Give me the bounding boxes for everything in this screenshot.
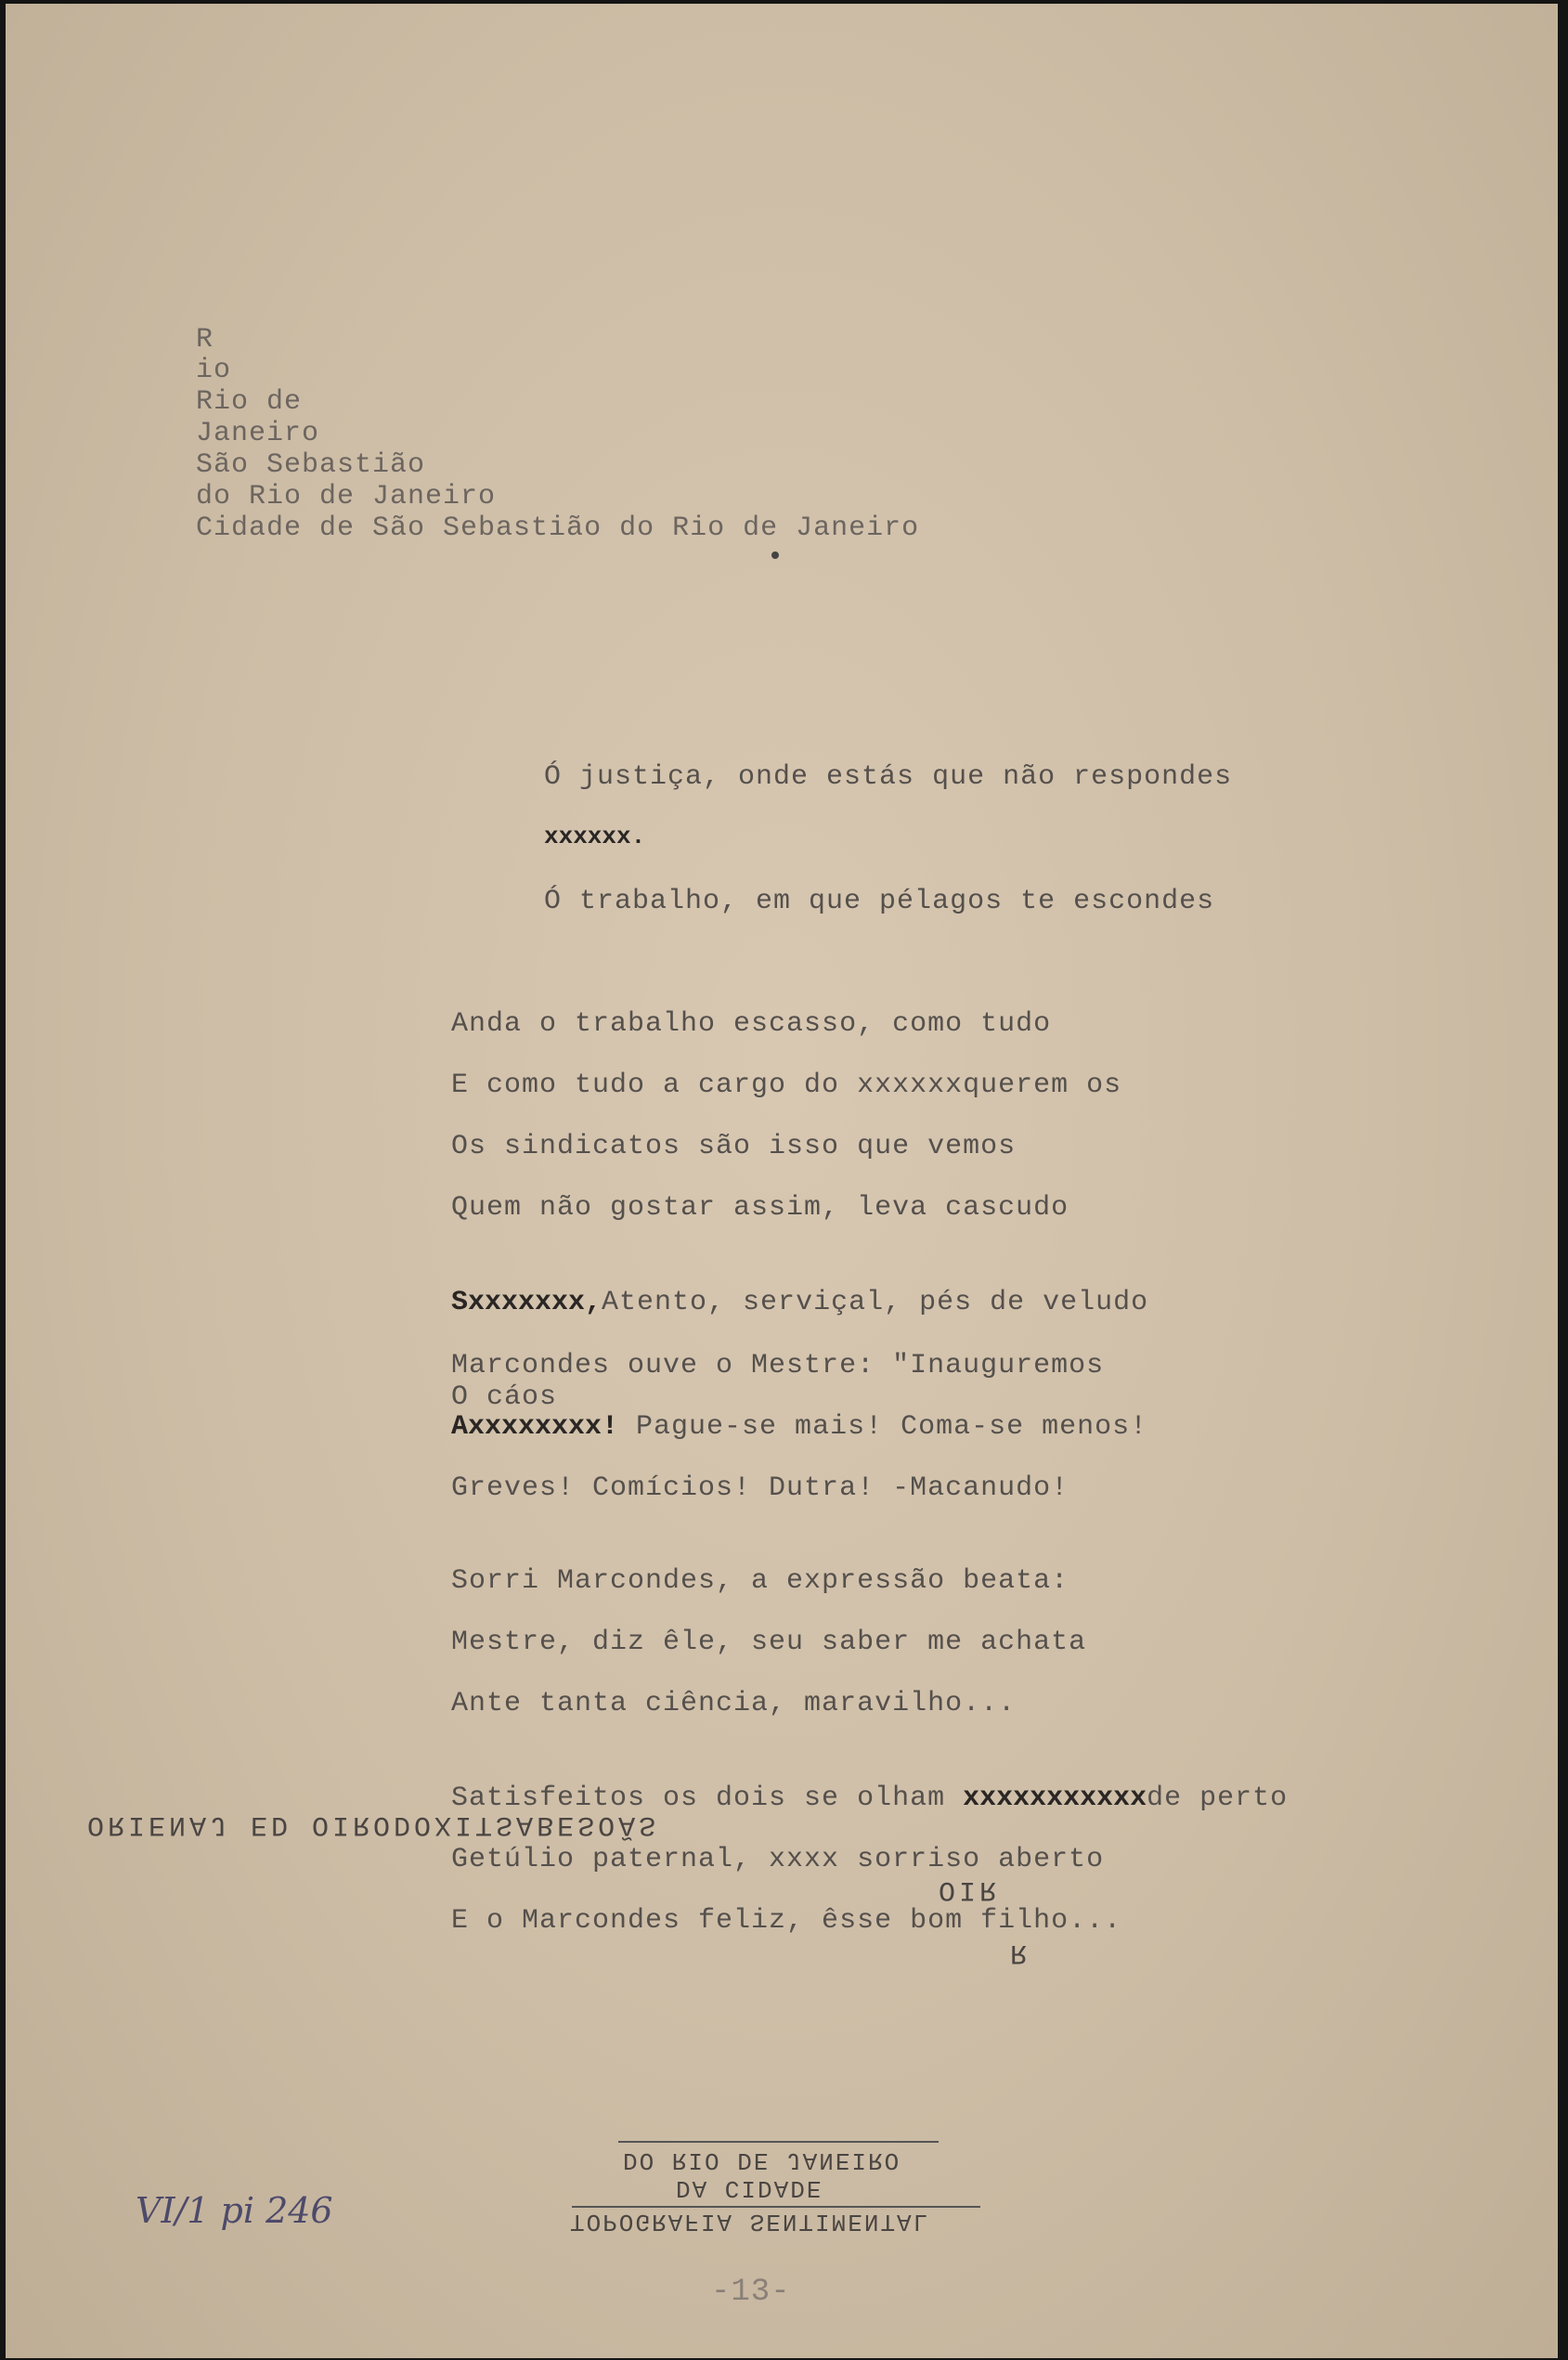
header-line-1: R <box>196 324 214 356</box>
poem-line: Anda o trabalho escasso, como tudo <box>451 1008 1052 1040</box>
poem-line <box>451 1287 1148 1318</box>
poem-line: Marcondes ouve o Mestre: "Inauguremos <box>451 1350 1105 1381</box>
struck-text: xxxxxx. <box>544 823 646 850</box>
poem-line: Quem não gostar assim, leva cascudo <box>451 1192 1069 1224</box>
header-line-4: Janeiro <box>196 418 320 449</box>
mirrored-offset-text: OIR <box>939 1874 1001 1905</box>
struck-text: xxxxxxxxxxx <box>963 1783 1147 1814</box>
poem-line <box>451 1411 1147 1443</box>
mirrored-offset-text: R <box>1010 1937 1031 1968</box>
stamp-line-3: TOPOGRAFIA SENTIMENTAL <box>570 2208 930 2236</box>
stamp-line-1: DO RIO DE JANEIRO <box>623 2146 901 2174</box>
stamp-rule <box>618 2141 939 2143</box>
line-text: Pague-se mais! Coma-se menos! <box>618 1411 1148 1443</box>
pencil-annotation: VI/1 pi 246 <box>136 2190 333 2231</box>
poem-line: Greves! Comícios! Dutra! -Macanudo! <box>451 1472 1069 1504</box>
struck-text: Axxxxxxxx! <box>451 1411 619 1443</box>
page-number: -13- <box>711 2275 791 2310</box>
header-line-2: io <box>196 355 232 386</box>
poem-line: Getúlio paternal, xxxx sorriso aberto <box>451 1844 1105 1875</box>
poem-line: E o Marcondes feliz, êsse bom filho... <box>451 1905 1122 1937</box>
poem-line: O cáos <box>451 1381 558 1413</box>
line-text: de perto <box>1147 1783 1289 1814</box>
poem-line: Sorri Marcondes, a expressão beata: <box>451 1565 1069 1597</box>
stamp-line-2: DA CIDADE <box>676 2174 823 2202</box>
poem-line: Ante tanta ciência, maravilho... <box>451 1688 1017 1719</box>
ink-dot <box>771 551 779 559</box>
line-text: Atento, serviçal, pés de veludo <box>602 1287 1149 1318</box>
poem-line: Ó trabalho, em que pélagos te escondes <box>544 886 1215 917</box>
mirrored-offset-text: ORIENAJ ED OIRODOXITSABESOÃS <box>87 1809 660 1840</box>
poem-line: Mestre, diz êle, seu saber me achata <box>451 1627 1087 1658</box>
poem-line: Os sindicatos são isso que vemos <box>451 1131 1017 1162</box>
poem-line: Ó justiça, onde estás que não respondes <box>544 761 1233 793</box>
line-text: Satisfeitos os dois se olham <box>451 1783 964 1814</box>
header-line-6: do Rio de Janeiro <box>196 481 497 512</box>
header-line-7: Cidade de São Sebastião do Rio de Janeiro <box>196 512 920 544</box>
document-page <box>6 4 1558 2358</box>
header-line-3: Rio de <box>196 386 303 418</box>
poem-line: E como tudo a cargo do xxxxxxquerem os <box>451 1070 1122 1101</box>
header-line-5: São Sebastião <box>196 449 426 481</box>
struck-text: Sxxxxxxx, <box>451 1287 603 1318</box>
